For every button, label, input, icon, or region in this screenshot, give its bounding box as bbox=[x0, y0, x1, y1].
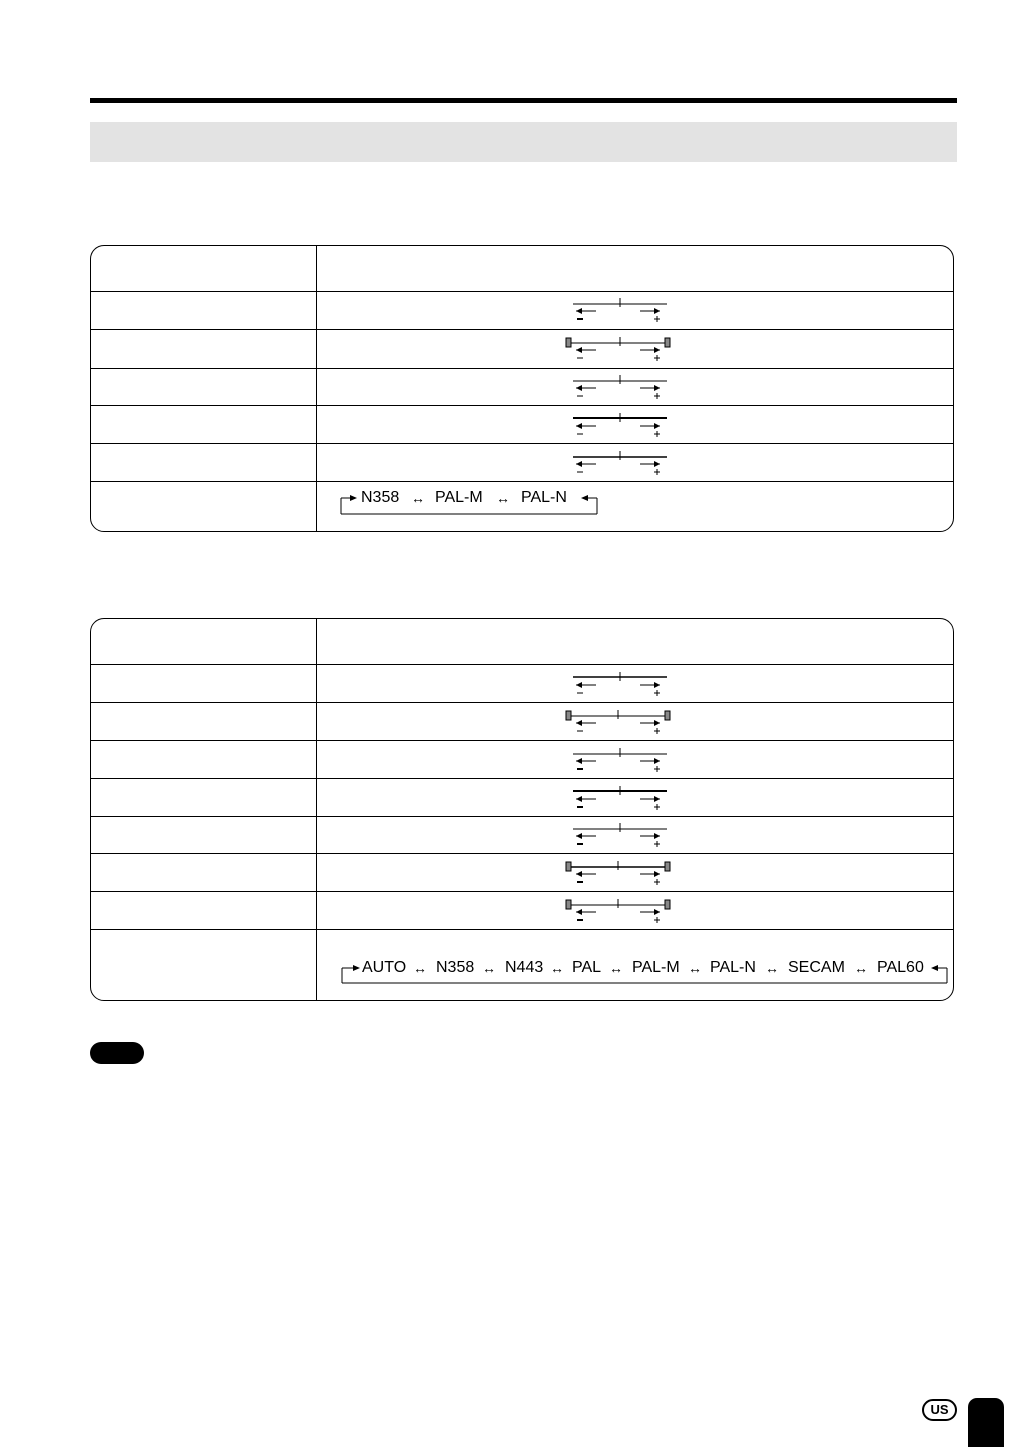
double-arrow-icon: ↔ bbox=[609, 960, 623, 976]
cycle-item: N443 bbox=[505, 959, 544, 976]
double-arrow-icon: ↔ bbox=[482, 960, 496, 976]
cycle-item: AUTO bbox=[362, 959, 407, 976]
cycle-item: PAL-M bbox=[435, 489, 483, 506]
top-rule bbox=[90, 98, 957, 103]
double-arrow-icon: ↔ bbox=[413, 960, 427, 976]
section-title-band bbox=[90, 122, 957, 162]
double-arrow-icon: ↔ bbox=[550, 960, 564, 976]
double-arrow-icon: ↔ bbox=[765, 960, 779, 976]
region-badge: US bbox=[922, 1399, 957, 1421]
double-arrow-icon: ↔ bbox=[496, 490, 510, 506]
settings-table-2 bbox=[90, 618, 954, 1001]
cycle-item: SECAM bbox=[788, 959, 845, 976]
page-number-tab bbox=[968, 1398, 1004, 1447]
cycle-item: N358 bbox=[436, 959, 475, 976]
double-arrow-icon: ↔ bbox=[688, 960, 702, 976]
cycle-item: N358 bbox=[361, 489, 400, 506]
cycle-item: PAL60 bbox=[877, 959, 924, 976]
cycle-item: PAL-M bbox=[632, 959, 680, 976]
cycle-item: PAL-N bbox=[521, 489, 567, 506]
double-arrow-icon: ↔ bbox=[854, 960, 868, 976]
cycle-item: PAL-N bbox=[710, 959, 756, 976]
double-arrow-icon: ↔ bbox=[411, 490, 425, 506]
cycle-item: PAL bbox=[572, 959, 602, 976]
color-system-cycle bbox=[91, 619, 954, 1000]
note-badge bbox=[90, 1042, 144, 1064]
color-system-cycle bbox=[91, 246, 954, 531]
settings-table-1 bbox=[90, 245, 954, 532]
